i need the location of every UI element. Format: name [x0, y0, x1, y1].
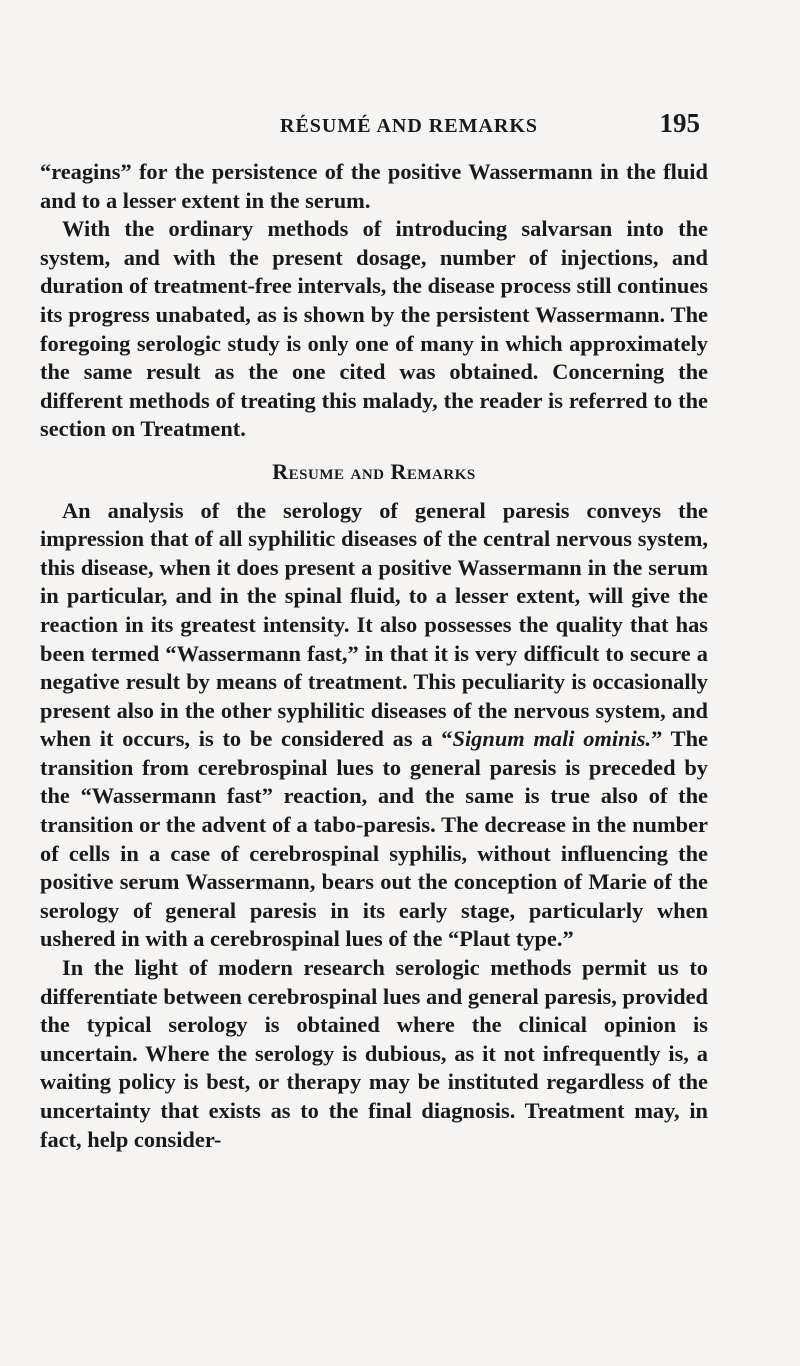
paragraph-analysis-part-a: An analysis of the serology of general paresis conveys the impression that of all syphilitic diseases of the central nervous system, this disease, when it does present a positive Wassermann in the serum in particular, and in the spinal fluid, to a lesser extent, will give the reaction in its greatest intensity. It also possesses the quality that has been termed “Wassermann fast,” in that it is very difficult to secure a negative result by means of treatment. This peculiarity is occasionally present also in the other syphilitic diseases of the nervous system, and when it occurs, is to be considered as a “: [40, 497, 708, 752]
running-head: RÉSUMÉ AND REMARKS: [280, 115, 539, 137]
page-header: [130, 108, 700, 139]
latin-phrase: Signum mali ominis.: [452, 726, 652, 752]
paragraph-continuation: “reagins” for the persistence of the positive Wassermann in the fluid and to a lesser extent in the serum.: [40, 159, 708, 213]
section-heading: Resume and Remarks: [272, 458, 476, 484]
paragraph-analysis-part-b: ” The transition from cerebrospinal lues to general paresis is preceded by the “Wassermann fast” reaction, and the same is true also of the transition or the advent of a tabo-paresis. The decrease in the number of cells in a case of cerebrospinal syphilis, without influencing the positive serum Wassermann, bears out the conception of Marie of the serology of general paresis in its early stage, particularly when ushered in with a cerebrospinal lues of the “Plaut type.”: [40, 726, 708, 952]
paragraph-salvarsan: With the ordinary methods of introducing salvarsan into the system, and with the present dosage, number of injections, and duration of treatment-free intervals, the disease process still continues its progress unabated, as is shown by the persistent Wassermann. The foregoing serologic study is only one of many in which approximately the same result as the one cited was obtained. Concerning the different methods of treating this malady, the reader is referred to the section on Treatment.: [40, 216, 708, 442]
paragraph-modern-research: In the light of modern research serologic methods permit us to differentiate between cerebrospinal lues and general paresis, provided the typical serology is obtained where the clinical opinion is uncertain. Where the serology is dubious, as it not infrequently is, a waiting policy is best, or therapy may be instituted regardless of the uncertainty that exists as to the final diagnosis. Treatment may, in fact, help consider-: [40, 955, 708, 1152]
paragraph-analysis: [40, 497, 708, 955]
page-body: [40, 158, 708, 1154]
page-number: 195: [659, 108, 700, 138]
